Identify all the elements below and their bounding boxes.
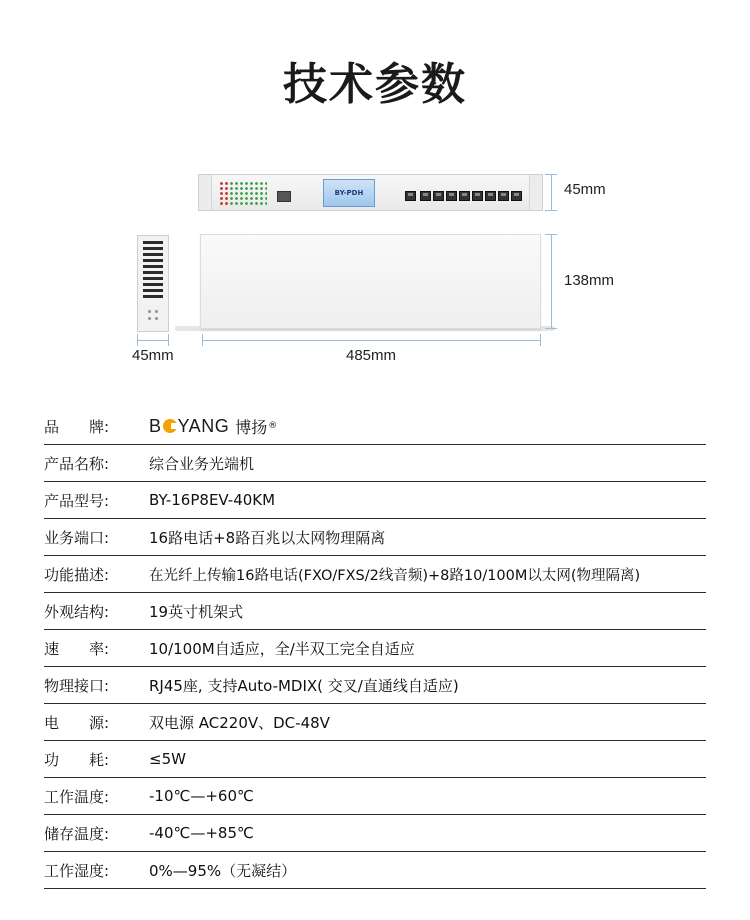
dimension-tick	[202, 334, 203, 346]
spec-row	[44, 704, 706, 741]
console-port	[277, 191, 291, 202]
dimension-tick	[545, 234, 557, 235]
registered-mark: ®	[268, 421, 278, 431]
page-title: 技术参数	[283, 59, 467, 110]
spec-value: 综合业务光端机	[149, 454, 255, 473]
spec-row	[44, 667, 706, 704]
spec-row	[44, 741, 706, 778]
rj45-port	[511, 191, 522, 201]
spec-row	[44, 445, 706, 482]
spec-label: 业务端口:	[44, 528, 110, 547]
rj45-port	[459, 191, 470, 201]
dimension-line	[551, 234, 552, 329]
spec-label: 电 源:	[44, 713, 110, 732]
dimension-line	[137, 340, 169, 341]
dimension-tick	[540, 334, 541, 346]
spec-label: 物理接口:	[44, 676, 110, 695]
spec-label: 功 耗:	[44, 750, 110, 769]
brand-o-mark	[163, 419, 177, 433]
spec-value: 0%—95%（无凝结）	[149, 861, 297, 880]
device-top-view	[200, 234, 541, 329]
spec-value: RJ45座, 支持Auto-MDIX( 交叉/直通线自适应)	[149, 676, 459, 695]
spec-row	[44, 815, 706, 852]
spec-table	[44, 408, 706, 889]
front-height-label: 45mm	[564, 181, 606, 198]
spec-label: 产品名称:	[44, 454, 110, 473]
spec-value: 10/100M自适应，全/半双工完全自适应	[149, 639, 415, 658]
spec-row	[44, 778, 706, 815]
spec-label: 储存温度:	[44, 824, 110, 843]
dimension-tick	[545, 174, 557, 175]
mounting-holes	[146, 308, 160, 322]
spec-value: 19英寸机架式	[149, 602, 244, 621]
spec-label: 功能描述:	[44, 565, 110, 584]
rj45-port	[485, 191, 496, 201]
dimension-line	[551, 174, 552, 211]
spec-value: ≤5W	[149, 750, 186, 768]
spec-label: 外观结构:	[44, 602, 110, 621]
spec-label: 品 牌:	[44, 417, 110, 436]
spec-row-brand	[44, 408, 706, 445]
rj45-port	[433, 191, 444, 201]
device-front-panel	[198, 174, 543, 211]
spec-value: 16路电话+8路百兆以太网物理隔离	[149, 528, 386, 547]
spec-row	[44, 519, 706, 556]
rj45-port	[420, 191, 431, 201]
brand-logo	[149, 415, 277, 438]
brand-logo-text: B YANG	[149, 415, 230, 436]
spec-row	[44, 482, 706, 519]
spec-row	[44, 556, 706, 593]
rack-ear-left	[199, 175, 212, 210]
spec-row	[44, 852, 706, 889]
width-label: 485mm	[346, 347, 397, 364]
dimension-tick	[168, 334, 169, 346]
plate-model-text: BY-PDH	[334, 189, 364, 197]
vent-grille	[143, 241, 163, 299]
power-led-column	[219, 181, 229, 205]
rj45-port	[405, 191, 416, 201]
device-side-view	[137, 235, 169, 332]
dimension-tick	[545, 328, 557, 329]
spec-row	[44, 630, 706, 667]
dimension-tick	[545, 210, 557, 211]
spec-label: 工作湿度:	[44, 861, 110, 880]
spec-value: BY-16P8EV-40KM	[149, 491, 276, 509]
rj45-port	[472, 191, 483, 201]
spec-value: -40℃—+85℃	[149, 824, 254, 842]
rj45-port	[498, 191, 509, 201]
spec-label: 产品型号:	[44, 491, 110, 510]
dimension-tick	[137, 334, 138, 346]
spec-value: -10℃—+60℃	[149, 787, 254, 805]
brand-chinese-name: 博扬	[235, 417, 268, 437]
side-width-label: 45mm	[132, 347, 174, 364]
top-depth-label: 138mm	[564, 272, 615, 289]
rack-ear-right	[529, 175, 542, 210]
model-label-plate	[323, 179, 375, 207]
spec-value: 双电源 AC220V、DC-48V	[149, 713, 330, 732]
spec-label: 工作温度:	[44, 787, 110, 806]
spec-label: 速 率:	[44, 639, 110, 658]
spec-row	[44, 593, 706, 630]
spec-value: 在光纤上传输16路电话(FXO/FXS/2线音频)+8路10/100M以太网(物理隔离)	[149, 567, 641, 584]
rj45-port	[446, 191, 457, 201]
dimension-line	[202, 340, 541, 341]
